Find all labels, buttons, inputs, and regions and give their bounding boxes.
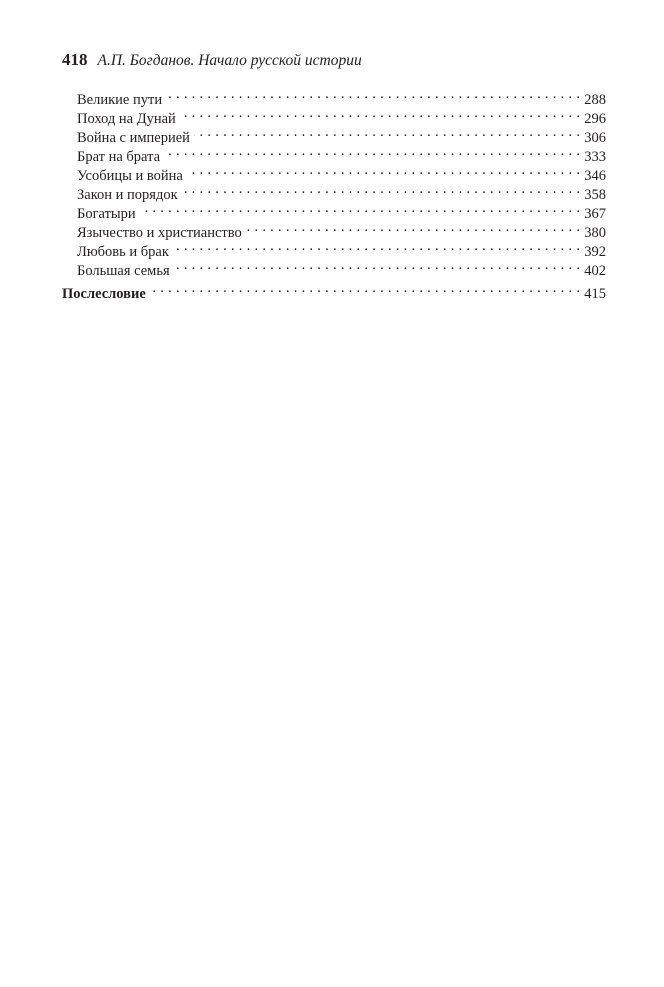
toc-entry-page: 392 (584, 244, 606, 260)
dot-leader (140, 199, 581, 218)
toc-entry-page: 306 (584, 130, 606, 146)
toc-entry-label: Поход на Дунай (77, 111, 176, 127)
toc-entry (62, 199, 606, 222)
toc-entry-label: Большая семья (77, 263, 170, 279)
toc-entry-page: 402 (584, 263, 606, 279)
toc-entry (62, 256, 606, 279)
toc-entry-label: Война с империей (77, 130, 190, 146)
toc-entry (62, 142, 606, 165)
toc-entry-label: Послесловие (62, 286, 146, 302)
toc-entry-page: 415 (584, 286, 606, 302)
toc-entry-page: 358 (584, 187, 606, 203)
dot-leader (150, 279, 580, 298)
toc-entry (62, 161, 606, 184)
book-title: А.П. Богданов. Начало русской истории (97, 52, 362, 69)
toc-entry (62, 180, 606, 203)
toc-entry-label: Богатыри (77, 206, 136, 222)
toc-entry-page: 367 (584, 206, 606, 222)
dot-leader (180, 104, 580, 123)
dot-leader (173, 237, 580, 256)
dot-leader (187, 161, 580, 180)
dot-leader (174, 256, 581, 275)
toc-entry (62, 237, 606, 260)
toc-entry-page: 380 (584, 225, 606, 241)
dot-leader (194, 123, 580, 142)
toc-entry-page: 288 (584, 92, 606, 108)
toc-entry-afterword (62, 279, 606, 302)
running-head (62, 50, 362, 76)
toc-entry-label: Усобицы и война (77, 168, 183, 184)
toc-entry-page: 333 (584, 149, 606, 165)
dot-leader (246, 218, 580, 237)
toc-entry-page: 296 (584, 111, 606, 127)
toc-entry (62, 85, 606, 108)
dot-leader (182, 180, 581, 199)
toc-entry-label: Брат на брата (77, 149, 161, 165)
toc-entry-page: 346 (584, 168, 606, 184)
dot-leader (164, 142, 580, 161)
dot-leader (166, 85, 580, 104)
toc-entry (62, 218, 606, 241)
toc-entry-label: Язычество и христианство (77, 225, 242, 241)
toc-entry (62, 104, 606, 127)
page-number: 418 (62, 50, 88, 69)
toc-entry (62, 123, 606, 146)
toc-entry-label: Великие пути (77, 92, 163, 108)
table-of-contents (62, 85, 606, 302)
toc-entry-label: Закон и порядок (77, 187, 178, 203)
toc-entry-label: Любовь и брак (77, 244, 169, 260)
